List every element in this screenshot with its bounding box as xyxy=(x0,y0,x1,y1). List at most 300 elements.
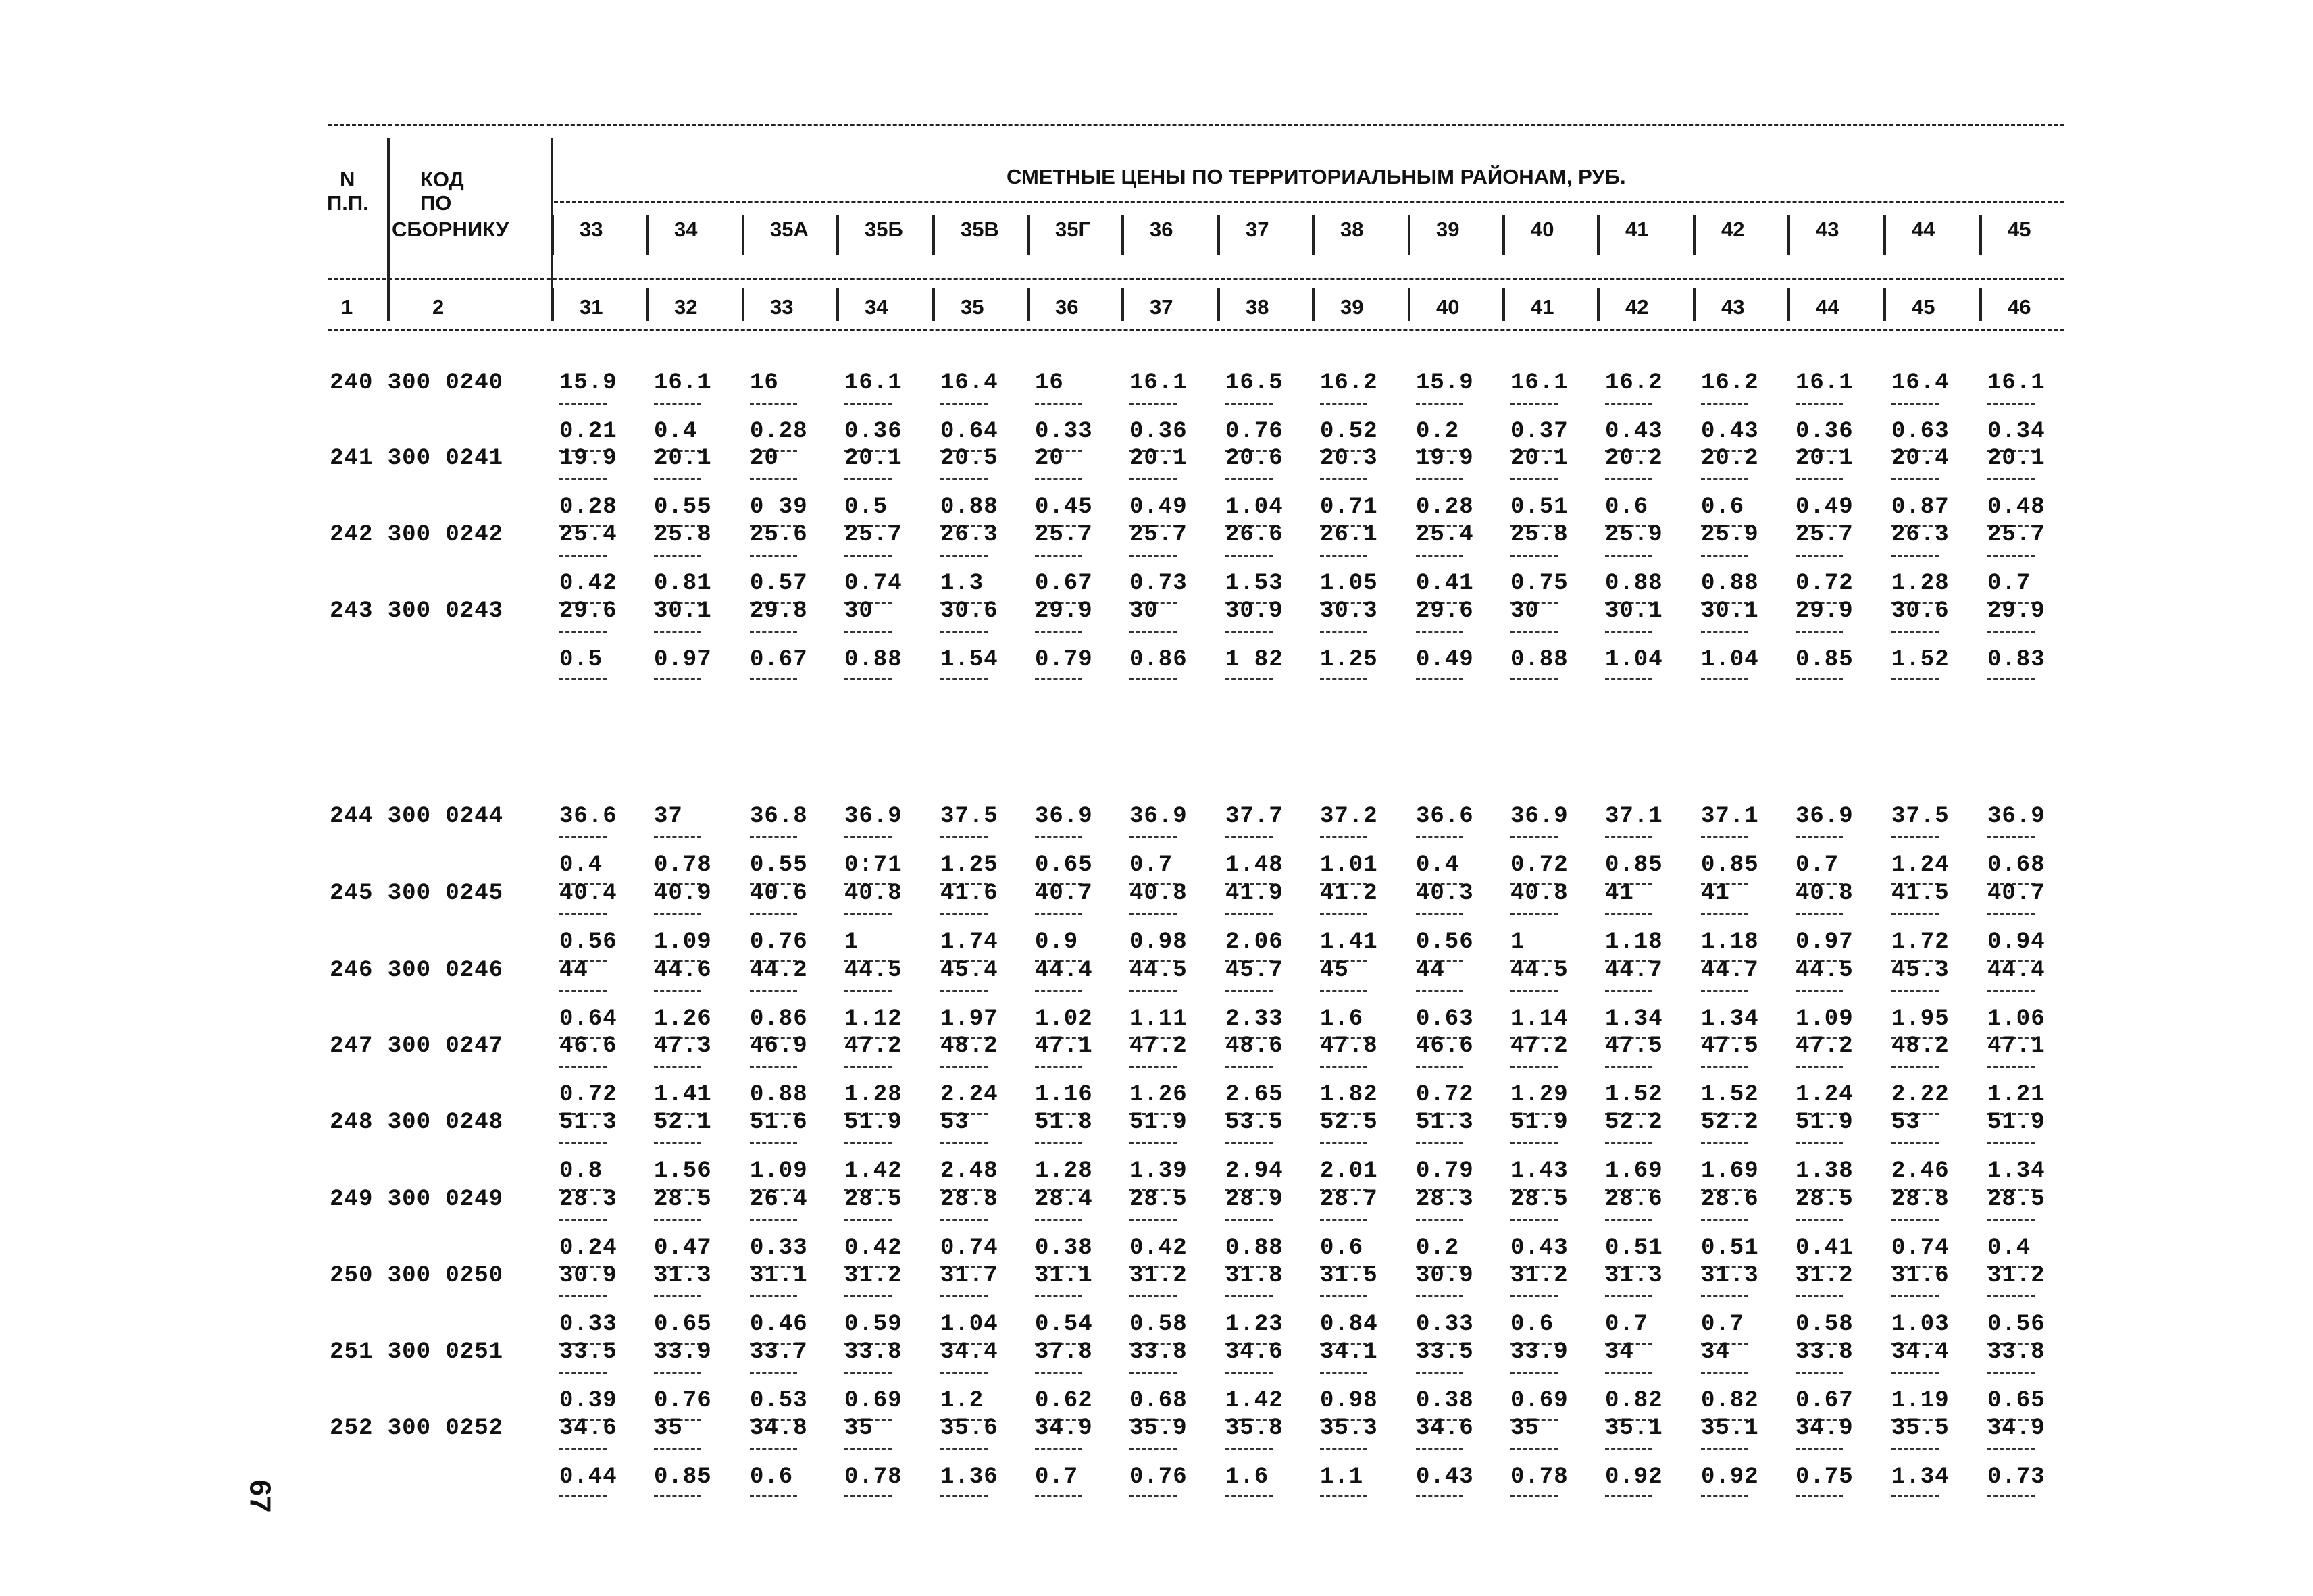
index-separator xyxy=(836,288,839,321)
fraction-bar xyxy=(1416,478,1463,480)
fraction-bar xyxy=(940,1066,988,1068)
fraction-bar xyxy=(1605,1219,1652,1221)
price-subvalue: 0.42 xyxy=(844,1235,903,1261)
price-value: 31.2 xyxy=(1129,1263,1188,1289)
price-subvalue: 0.24 xyxy=(559,1235,617,1261)
header-index-rule xyxy=(328,278,2064,280)
fraction-bar xyxy=(1605,1295,1652,1297)
price-subvalue: 0.5 xyxy=(844,494,888,520)
fraction-bar xyxy=(1987,631,2035,633)
price-subvalue: 1.34 xyxy=(1987,1158,2045,1184)
region-header: 35Г xyxy=(1055,217,1091,241)
price-subvalue: 1.28 xyxy=(1891,571,1950,596)
fraction-bar xyxy=(940,1448,988,1450)
fraction-bar xyxy=(654,403,701,405)
index-separator xyxy=(1502,288,1505,321)
price-subvalue: 0.76 xyxy=(654,1388,712,1414)
fraction-bar xyxy=(1796,1066,1843,1068)
fraction-bar xyxy=(1225,555,1273,557)
price-value: 31.1 xyxy=(1035,1263,1093,1289)
price-value: 20.2 xyxy=(1701,446,1759,471)
fraction-bar xyxy=(1129,913,1177,915)
row-code: 249 300 0249 xyxy=(330,1187,503,1212)
fraction-bar xyxy=(654,631,701,633)
price-subvalue: 0.33 xyxy=(559,1312,617,1337)
region-separator xyxy=(1787,215,1790,255)
price-value: 28.7 xyxy=(1320,1187,1378,1212)
fraction-bar xyxy=(559,403,607,405)
price-value: 16.2 xyxy=(1320,370,1378,396)
price-value: 35.5 xyxy=(1891,1416,1950,1441)
price-subvalue: 0.67 xyxy=(1796,1388,1854,1414)
price-value: 41.9 xyxy=(1225,881,1283,906)
fraction-bar xyxy=(1510,1066,1558,1068)
header-index-2: 2 xyxy=(432,295,444,319)
region-separator xyxy=(1883,215,1886,255)
fraction-bar xyxy=(1416,913,1463,915)
fraction-bar xyxy=(750,836,797,838)
price-subvalue: 2.22 xyxy=(1891,1082,1950,1108)
fraction-bar xyxy=(1416,1066,1463,1068)
price-value: 44.4 xyxy=(1987,958,2045,983)
price-subvalue: 0.33 xyxy=(750,1235,808,1261)
price-value: 30.6 xyxy=(1891,598,1950,624)
fraction-bar xyxy=(1987,990,2035,992)
price-value: 28.5 xyxy=(1129,1187,1188,1212)
price-value: 44.7 xyxy=(1701,958,1759,983)
price-value: 31.6 xyxy=(1891,1263,1950,1289)
fraction-bar xyxy=(1510,1448,1558,1450)
price-value: 51.8 xyxy=(1035,1110,1093,1135)
region-header: 43 xyxy=(1816,217,1839,241)
price-subvalue: 0.85 xyxy=(1701,852,1759,878)
price-subvalue: 0.88 xyxy=(1225,1235,1283,1261)
price-value: 28.8 xyxy=(940,1187,998,1212)
price-value: 47.8 xyxy=(1320,1033,1378,1059)
region-header: 33 xyxy=(580,217,603,241)
fraction-bar xyxy=(844,836,892,838)
price-subvalue: 0.88 xyxy=(1510,647,1569,673)
price-subvalue: 0.45 xyxy=(1035,494,1093,520)
price-subvalue: 2.33 xyxy=(1225,1006,1283,1032)
index-separator xyxy=(646,288,649,321)
price-value: 28.6 xyxy=(1701,1187,1759,1212)
price-subvalue: 0.97 xyxy=(1796,929,1854,955)
fraction-bar xyxy=(1225,1066,1273,1068)
price-subvalue: 1.24 xyxy=(1796,1082,1854,1108)
fraction-bar xyxy=(750,478,797,480)
price-value: 25.9 xyxy=(1701,522,1759,548)
price-subvalue: 0.7 xyxy=(1605,1312,1649,1337)
index-separator xyxy=(932,288,935,321)
price-value: 35.1 xyxy=(1701,1416,1759,1441)
price-subvalue: 0.86 xyxy=(1129,647,1188,673)
price-subvalue: 1.69 xyxy=(1605,1158,1663,1184)
price-value: 30.1 xyxy=(654,598,712,624)
price-value: 30.9 xyxy=(1225,598,1283,624)
price-subvalue: 0.85 xyxy=(654,1464,712,1490)
price-subvalue: 0.7 xyxy=(1035,1464,1079,1490)
price-subvalue: 1.21 xyxy=(1987,1082,2045,1108)
price-value: 45.7 xyxy=(1225,958,1283,983)
fraction-bar xyxy=(750,1219,797,1221)
price-value: 47.1 xyxy=(1035,1033,1093,1059)
price-subvalue: 0.56 xyxy=(1987,1312,2045,1337)
fraction-bar xyxy=(1510,1142,1558,1144)
fraction-bar xyxy=(750,1448,797,1450)
price-value: 16.4 xyxy=(1891,370,1950,396)
price-subvalue: 0.47 xyxy=(654,1235,712,1261)
price-value: 25.4 xyxy=(1416,522,1474,548)
fraction-bar xyxy=(844,1372,892,1374)
price-value: 51.3 xyxy=(559,1110,617,1135)
fraction-bar xyxy=(559,1219,607,1221)
index-separator xyxy=(742,288,744,321)
fraction-bar xyxy=(1320,1066,1367,1068)
price-value: 34.6 xyxy=(559,1416,617,1441)
fraction-bar xyxy=(1320,555,1367,557)
header-title-rule xyxy=(554,201,2064,203)
price-value: 40.8 xyxy=(844,881,903,906)
row-code: 246 300 0246 xyxy=(330,958,503,983)
price-value: 25.9 xyxy=(1605,522,1663,548)
price-subvalue: 1.36 xyxy=(940,1464,998,1490)
fraction-bar xyxy=(559,631,607,633)
region-separator xyxy=(1027,215,1030,255)
price-value: 44.5 xyxy=(1129,958,1188,983)
title-separator xyxy=(551,138,553,186)
price-value: 25.6 xyxy=(750,522,808,548)
fraction-bar xyxy=(1035,1372,1082,1374)
fraction-bar xyxy=(559,678,607,680)
column-index: 39 xyxy=(1340,295,1364,319)
fraction-bar xyxy=(1510,478,1558,480)
price-subvalue: 1.16 xyxy=(1035,1082,1093,1108)
price-value: 37.2 xyxy=(1320,804,1378,829)
column-index: 44 xyxy=(1816,295,1839,319)
price-value: 25.8 xyxy=(1510,522,1569,548)
price-value: 31.5 xyxy=(1320,1263,1378,1289)
fraction-bar xyxy=(1320,990,1367,992)
fraction-bar xyxy=(1701,1219,1748,1221)
price-value: 52.2 xyxy=(1605,1110,1663,1135)
fraction-bar xyxy=(1891,1219,1939,1221)
fraction-bar xyxy=(1605,678,1652,680)
price-value: 33.5 xyxy=(559,1339,617,1365)
header-top-rule xyxy=(328,124,2064,126)
price-subvalue: 1.29 xyxy=(1510,1082,1569,1108)
row-code: 252 300 0252 xyxy=(330,1416,503,1441)
price-subvalue: 0.33 xyxy=(1416,1312,1474,1337)
price-value: 20.1 xyxy=(1796,446,1854,471)
price-subvalue: 0.98 xyxy=(1129,929,1188,955)
price-subvalue: 1.6 xyxy=(1320,1006,1364,1032)
price-value: 29.6 xyxy=(1416,598,1474,624)
price-subvalue: 0.51 xyxy=(1701,1235,1759,1261)
price-value: 20.3 xyxy=(1320,446,1378,471)
fraction-bar xyxy=(940,478,988,480)
price-subvalue: 1.72 xyxy=(1891,929,1950,955)
price-value: 19.9 xyxy=(559,446,617,471)
price-subvalue: 0.44 xyxy=(559,1464,617,1490)
price-value: 36.9 xyxy=(1987,804,2045,829)
price-subvalue: 1.28 xyxy=(1035,1158,1093,1184)
price-value: 28.8 xyxy=(1891,1187,1950,1212)
fraction-bar xyxy=(750,913,797,915)
region-header: 39 xyxy=(1436,217,1460,241)
fraction-bar xyxy=(1320,1372,1367,1374)
fraction-bar xyxy=(1225,631,1273,633)
price-subvalue: 0.43 xyxy=(1510,1235,1569,1261)
price-subvalue: 0.4 xyxy=(559,852,603,878)
price-subvalue: 1.25 xyxy=(1320,647,1378,673)
price-subvalue: 1.28 xyxy=(844,1082,903,1108)
price-subvalue: 0.78 xyxy=(654,852,712,878)
price-value: 51.9 xyxy=(1796,1110,1854,1135)
fraction-bar xyxy=(1891,1448,1939,1450)
price-subvalue: 0.63 xyxy=(1416,1006,1474,1032)
fraction-bar xyxy=(1796,1219,1843,1221)
price-subvalue: 2.48 xyxy=(940,1158,998,1184)
fraction-bar xyxy=(750,1066,797,1068)
price-value: 47.2 xyxy=(1129,1033,1188,1059)
fraction-bar xyxy=(1987,913,2035,915)
fraction-bar xyxy=(1987,678,2035,680)
fraction-bar xyxy=(1796,403,1843,405)
fraction-bar xyxy=(844,1495,892,1497)
header-num: N xyxy=(340,168,355,191)
price-value: 34.9 xyxy=(1796,1416,1854,1441)
fraction-bar xyxy=(1416,555,1463,557)
fraction-bar xyxy=(1605,478,1652,480)
price-subvalue: 0.73 xyxy=(1987,1464,2045,1490)
price-subvalue: 0.79 xyxy=(1035,647,1093,673)
price-subvalue: 0.9 xyxy=(1035,929,1079,955)
price-subvalue: 0.54 xyxy=(1035,1312,1093,1337)
fraction-bar xyxy=(1035,403,1082,405)
price-subvalue: 0.88 xyxy=(844,647,903,673)
price-subvalue: 1.24 xyxy=(1891,852,1950,878)
price-value: 44.5 xyxy=(1510,958,1569,983)
fraction-bar xyxy=(1796,678,1843,680)
row-code: 251 300 0251 xyxy=(330,1339,503,1365)
price-subvalue: 0.4 xyxy=(1416,852,1460,878)
price-value: 40.8 xyxy=(1129,881,1188,906)
price-value: 16.5 xyxy=(1225,370,1283,396)
price-subvalue: 1.97 xyxy=(940,1006,998,1032)
price-value: 52.5 xyxy=(1320,1110,1378,1135)
header-title: СМЕТНЫЕ ЦЕНЫ ПО ТЕРРИТОРИАЛЬНЫМ РАЙОНАМ, РУБ. xyxy=(1007,165,1626,188)
fraction-bar xyxy=(1987,478,2035,480)
price-subvalue: 0.58 xyxy=(1129,1312,1188,1337)
fraction-bar xyxy=(1129,1142,1177,1144)
price-subvalue: 0.58 xyxy=(1796,1312,1854,1337)
price-value: 26.3 xyxy=(1891,522,1950,548)
index-separator xyxy=(1312,288,1315,321)
price-value: 29.8 xyxy=(750,598,808,624)
price-value: 30 xyxy=(844,598,873,624)
fraction-bar xyxy=(1891,1372,1939,1374)
fraction-bar xyxy=(750,1142,797,1144)
price-value: 53 xyxy=(1891,1110,1921,1135)
fraction-bar xyxy=(1891,1142,1939,1144)
fraction-bar xyxy=(1605,403,1652,405)
price-subvalue: 0.68 xyxy=(1129,1388,1188,1414)
price-value: 34.6 xyxy=(1225,1339,1283,1365)
fraction-bar xyxy=(1129,1372,1177,1374)
price-value: 37.5 xyxy=(1891,804,1950,829)
price-value: 20 xyxy=(1035,446,1064,471)
fraction-bar xyxy=(1891,836,1939,838)
fraction-bar xyxy=(1796,1142,1843,1144)
price-value: 51.9 xyxy=(844,1110,903,1135)
column-index: 36 xyxy=(1055,295,1079,319)
price-value: 45.4 xyxy=(940,958,998,983)
fraction-bar xyxy=(1320,1495,1367,1497)
fraction-bar xyxy=(654,555,701,557)
price-subvalue: 1.74 xyxy=(940,929,998,955)
price-value: 47.3 xyxy=(654,1033,712,1059)
price-value: 51.3 xyxy=(1416,1110,1474,1135)
price-value: 33.7 xyxy=(750,1339,808,1365)
price-value: 28.3 xyxy=(559,1187,617,1212)
price-value: 35 xyxy=(844,1416,873,1441)
fraction-bar xyxy=(1891,1295,1939,1297)
price-subvalue: 1.19 xyxy=(1891,1388,1950,1414)
price-subvalue: 1 xyxy=(1510,929,1525,955)
price-subvalue: 0.28 xyxy=(1416,494,1474,520)
price-value: 51.9 xyxy=(1987,1110,2045,1135)
fraction-bar xyxy=(1891,631,1939,633)
price-value: 29.9 xyxy=(1796,598,1854,624)
fraction-bar xyxy=(844,1066,892,1068)
price-value: 31.3 xyxy=(1701,1263,1759,1289)
price-value: 31.2 xyxy=(1987,1263,2045,1289)
price-value: 25.8 xyxy=(654,522,712,548)
price-value: 44.6 xyxy=(654,958,712,983)
region-separator xyxy=(932,215,935,255)
region-header: 41 xyxy=(1625,217,1649,241)
fraction-bar xyxy=(1416,403,1463,405)
price-value: 30.9 xyxy=(1416,1263,1474,1289)
fraction-bar xyxy=(1701,631,1748,633)
region-header: 37 xyxy=(1246,217,1269,241)
column-index: 46 xyxy=(2008,295,2031,319)
price-value: 26.6 xyxy=(1225,522,1283,548)
price-value: 33.9 xyxy=(654,1339,712,1365)
price-subvalue: 1.01 xyxy=(1320,852,1378,878)
price-value: 36.9 xyxy=(844,804,903,829)
region-header: 44 xyxy=(1912,217,1935,241)
price-value: 37.1 xyxy=(1605,804,1663,829)
fraction-bar xyxy=(654,1066,701,1068)
price-value: 36.9 xyxy=(1035,804,1093,829)
fraction-bar xyxy=(559,1142,607,1144)
region-separator xyxy=(1312,215,1315,255)
fraction-bar xyxy=(844,1448,892,1450)
fraction-bar xyxy=(1035,1142,1082,1144)
price-subvalue: 0.65 xyxy=(1987,1388,2045,1414)
fraction-bar xyxy=(1225,678,1273,680)
fraction-bar xyxy=(1701,1295,1748,1297)
fraction-bar xyxy=(1129,403,1177,405)
fraction-bar xyxy=(1510,403,1558,405)
fraction-bar xyxy=(1416,1295,1463,1297)
fraction-bar xyxy=(844,1142,892,1144)
fraction-bar xyxy=(1701,478,1748,480)
price-subvalue: 0.79 xyxy=(1416,1158,1474,1184)
price-value: 51.6 xyxy=(750,1110,808,1135)
price-value: 34.9 xyxy=(1035,1416,1093,1441)
price-value: 28.5 xyxy=(844,1187,903,1212)
price-value: 30.6 xyxy=(940,598,998,624)
price-subvalue: 0.81 xyxy=(654,571,712,596)
price-subvalue: 1.25 xyxy=(940,852,998,878)
price-value: 19.9 xyxy=(1416,446,1474,471)
price-value: 31.3 xyxy=(654,1263,712,1289)
price-subvalue: 0.51 xyxy=(1510,494,1569,520)
price-subvalue: 0.85 xyxy=(1796,647,1854,673)
fraction-bar xyxy=(1320,1142,1367,1144)
fraction-bar xyxy=(940,1219,988,1221)
price-subvalue: 1.03 xyxy=(1891,1312,1950,1337)
price-value: 28.5 xyxy=(1510,1187,1569,1212)
fraction-bar xyxy=(1225,1295,1273,1297)
price-subvalue: 2.06 xyxy=(1225,929,1283,955)
price-subvalue: 0.76 xyxy=(1129,1464,1188,1490)
price-value: 30 xyxy=(1129,598,1159,624)
fraction-bar xyxy=(654,1448,701,1450)
price-value: 44.5 xyxy=(1796,958,1854,983)
fraction-bar xyxy=(750,403,797,405)
price-value: 20.2 xyxy=(1605,446,1663,471)
fraction-bar xyxy=(1129,678,1177,680)
column-index: 45 xyxy=(1912,295,1935,319)
price-value: 20.5 xyxy=(940,446,998,471)
price-subvalue: 1.69 xyxy=(1701,1158,1759,1184)
price-value: 35.1 xyxy=(1605,1416,1663,1441)
region-separator xyxy=(836,215,839,255)
price-subvalue: 1.23 xyxy=(1225,1312,1283,1337)
price-subvalue: 0.8 xyxy=(559,1158,603,1184)
price-value: 40.8 xyxy=(1510,881,1569,906)
index-separator xyxy=(1693,288,1696,321)
price-value: 15.9 xyxy=(1416,370,1474,396)
row-code: 240 300 0240 xyxy=(330,370,503,396)
fraction-bar xyxy=(1416,678,1463,680)
price-subvalue: 0.83 xyxy=(1987,647,2045,673)
row-code: 250 300 0250 xyxy=(330,1263,503,1289)
fraction-bar xyxy=(1605,1142,1652,1144)
price-value: 16.1 xyxy=(654,370,712,396)
fraction-bar xyxy=(1129,1495,1177,1497)
price-value: 30.9 xyxy=(559,1263,617,1289)
price-subvalue: 0.76 xyxy=(750,929,808,955)
price-value: 28.9 xyxy=(1225,1187,1283,1212)
fraction-bar xyxy=(1225,403,1273,405)
price-subvalue: 0.4 xyxy=(654,419,698,444)
price-subvalue: 1.09 xyxy=(654,929,712,955)
price-value: 20.1 xyxy=(1129,446,1188,471)
price-value: 41.5 xyxy=(1891,881,1950,906)
fraction-bar xyxy=(1796,478,1843,480)
column-index: 35 xyxy=(961,295,984,319)
fraction-bar xyxy=(1701,1066,1748,1068)
fraction-bar xyxy=(1416,1448,1463,1450)
price-subvalue: 0.68 xyxy=(1987,852,2045,878)
fraction-bar xyxy=(654,1295,701,1297)
region-separator xyxy=(551,215,554,255)
